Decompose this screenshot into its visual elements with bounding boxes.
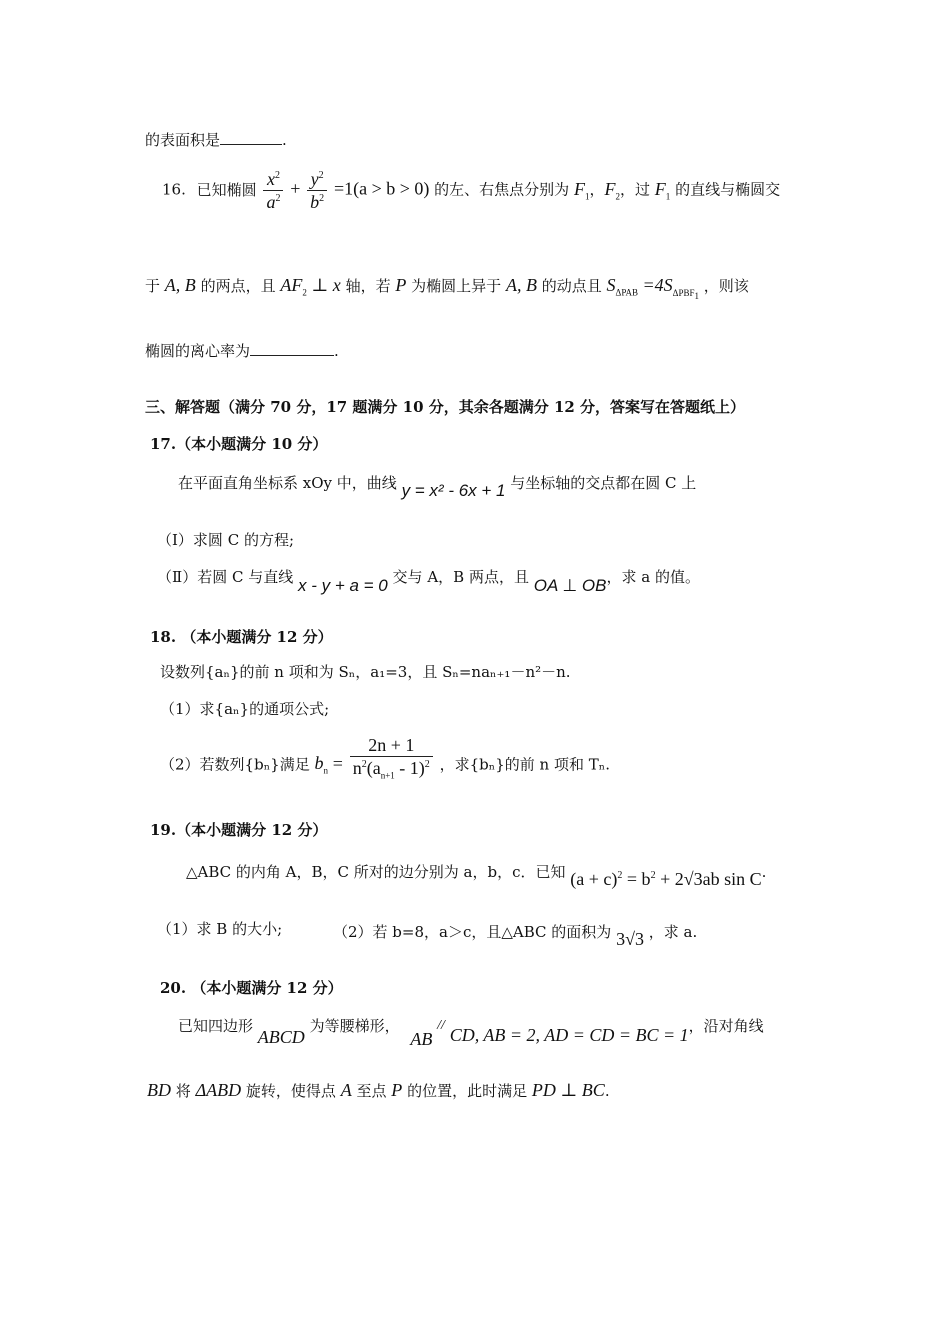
q20-title: 20. （本小题满分 12 分） [160,979,343,997]
focus-f1: $F_1$ [573,178,590,202]
q15-tail-line [145,130,287,148]
q18-line-1: 设数列{aₙ}的前 n 项和为 Sₙ，a₁=3，且 Sₙ=naₙ₊₁－n²－n. [160,663,571,681]
ellipse-condition: =1(a > b > 0) [333,178,430,199]
q19-part-1: （1）求 B 的大小; [157,920,283,938]
section-3-header: 三、解答题（满分 70 分，17 题满分 10 分，其余各题满分 12 分，答案写在答题纸上） [145,398,746,416]
points-ab: A, B [164,275,196,295]
q20-text-2: 为等腰梯形， [309,1017,400,1035]
point-p-20: P [391,1080,403,1100]
quad-abcd: ABCD [257,1027,305,1047]
q17-part-2 [157,568,700,595]
q16-text-3: 过 [634,180,650,199]
q16-l2-text-3: 轴，若 [345,277,391,295]
q20-l2-text-2: 旋转，使得点 [245,1082,336,1100]
plus-sign: + [290,178,301,199]
q19-part-2 [333,922,698,949]
af2-perp-x: $AF_2$ ⊥ x [280,275,341,298]
q16-text-1: 已知椭圆 [196,180,257,199]
q19-text-1: △ABC 的内角 A，B，C 所对的边分别为 a，b，c．已知 [186,863,566,881]
area-equation: $S_{\Delta PAB} =4S_{\Delta PBF_1}$ [606,275,699,301]
q16-text-2: 的左、右焦点分别为 [434,180,570,199]
cosine-equation: $(a + c)^2 = b^2 + 2√3ab$ sin C [570,869,762,889]
q16-l2-text-2: 的两点，且 [200,277,276,295]
parallel-sign: // [437,1018,445,1033]
q18-part-2 [160,735,610,781]
q15-tail-text: 的表面积是 [145,131,221,149]
ellipse-frac-y: $\frac{y^2}{b^2}$ [307,170,327,211]
q18-p2-text-1: （2）若数列{bₙ}满足 [160,755,310,774]
area-value: 3√3 [616,929,644,949]
q20-line-2 [147,1081,610,1099]
answer-blank-15 [220,130,282,145]
focus-f1-again: $F_1$ [654,178,671,202]
q15-period: . [282,131,287,149]
q18-part-1: （1）求{aₙ}的通项公式; [160,700,330,718]
q17-part-1: （Ⅰ）求圆 C 的方程; [157,531,294,549]
q16-l3-period: . [334,342,339,360]
q20-l2-text-1: 将 [175,1082,191,1100]
q17-line-1 [178,474,697,500]
bn-fraction: $\frac{2n + 1}{n^2(a_{n+1} - 1)^2}$ [350,736,433,781]
q16-l2-text-6: ，则该 [703,277,749,295]
q18-title: 18. （本小题满分 12 分） [150,628,333,646]
equals-sign: = [332,753,343,774]
segment-ab: AB [410,1029,433,1049]
q19-p2-text-2: ，求 a. [648,923,698,941]
q20-l2-text-3: 至点 [356,1082,387,1100]
line-equation: x - y + a = 0 [298,576,388,595]
focus-f2: $F_2$ [604,178,620,202]
curve-equation: y = x² - 6x + 1 [401,481,506,500]
q20-line-1 [178,1016,764,1049]
q19-title: 19.（本小题满分 12 分） [150,821,328,839]
b-n: $b_n$ [314,753,329,776]
oa-perp-ob: OA ⊥ OB [533,576,607,595]
q19-p2-text-1: （2）若 b=8，a＞c，且△ABC 的面积为 [333,923,612,941]
trapezoid-conditions: CD, AB = 2, AD = CD = BC = 1 [449,1025,689,1045]
q17-p2-text-1: （Ⅱ）若圆 C 与直线 [157,568,294,586]
points-ab-2: A, B [505,275,537,295]
point-a: A [340,1080,352,1100]
answer-blank-16 [250,341,334,356]
q19-period: . [761,863,767,881]
q20-text-3: ，沿对角线 [688,1017,764,1035]
q20-text-1: 已知四边形 [178,1017,254,1035]
q17-text-2: 与坐标轴的交点都在圆 C 上 [510,474,697,492]
q16-line-3 [145,341,339,359]
q17-title: 17.（本小题满分 10 分） [150,435,328,453]
q20-l2-period: . [604,1082,610,1100]
q16-l2-text-1: 于 [145,277,161,295]
q16-l2-text-4: 为椭圆上异于 [411,277,502,295]
q17-p2-text-2: 交与 A，B 两点，且 [392,568,529,586]
q16-line-1: 16. 已知椭圆 $\frac{x^2}{a^2}$ + $\frac{y^2}{b^2}$ =1(a > b > 0) 的左、右焦点分别为 $F_1$，$F_2$，过 $F_1$ 的直线与椭圆交 [162,169,781,212]
diagonal-bd: BD [147,1080,171,1100]
q19-line-1 [186,862,767,889]
ellipse-frac-x: $\frac{x^2}{a^2}$ [263,170,283,211]
q16-l3-text: 椭圆的离心率为 [145,342,251,360]
q16-number: 16. [162,180,186,199]
triangle-abd: ΔABD [195,1080,242,1100]
q16-l2-text-5: 的动点且 [541,277,602,295]
q18-p2-text-2: ，求{bₙ}的前 n 项和 Tₙ. [439,755,610,774]
q16-text-4: 的直线与椭圆交 [675,180,781,199]
q20-l2-text-4: 的位置，此时满足 [407,1082,528,1100]
point-p: P [395,275,407,295]
q16-line-2 [145,276,749,300]
q17-p2-text-3: ，求 a 的值。 [606,568,700,586]
q17-text-1: 在平面直角坐标系 xOy 中，曲线 [178,474,397,492]
pd-perp-bc: PD ⊥ BC [531,1080,605,1100]
